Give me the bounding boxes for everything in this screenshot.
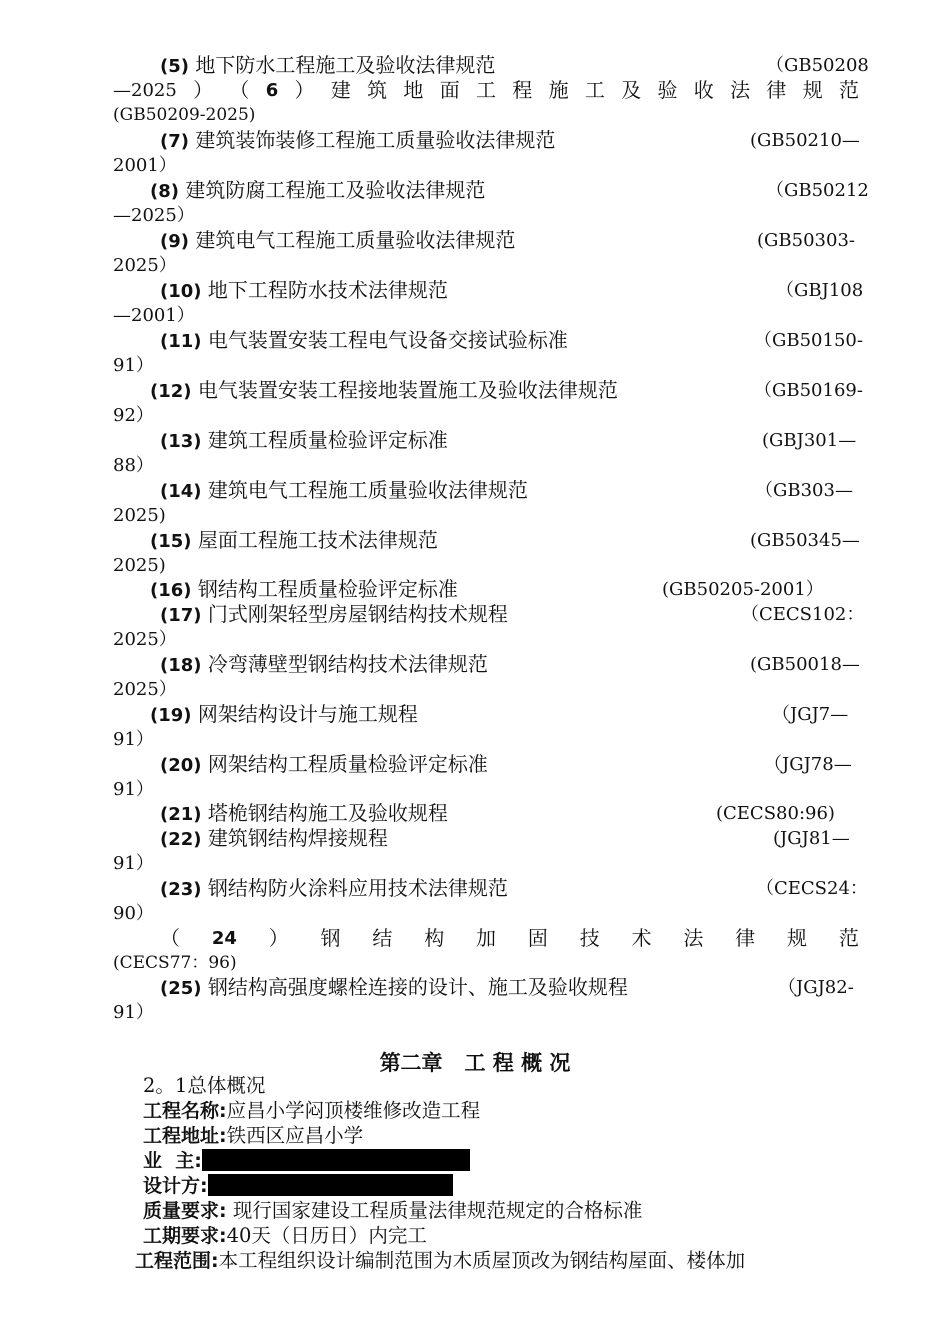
title-char: 法 [730,78,751,102]
item-number: (21) [160,804,202,825]
standard-line-18 [160,652,488,677]
standard-line-17 [160,602,508,627]
project-name-row [143,1098,480,1123]
scope-label: 工程范围: [135,1250,219,1272]
standard-line-6 [113,78,859,103]
item-number: (23) [160,879,202,900]
standard-code-11: （GB50150- [754,330,863,351]
item-title: 地下工程防水技术法律规范 [207,278,448,302]
title-char: 规 [802,78,823,102]
period-label: 工期要求: [143,1225,227,1247]
item-number: (8) [150,181,179,202]
project-name-label: 工程名称: [143,1100,227,1122]
standard-code-18: (GB50018— [750,654,860,675]
owner-label: 业 主: [143,1150,202,1172]
title-char: 地 [403,78,424,102]
paren: ） [193,78,214,102]
item-title: 门式刚架轻型房屋钢结构技术规程 [207,602,508,626]
item-title: 网架结构工程质量检验评定标准 [207,752,488,776]
item-number: (12) [150,381,192,402]
standard-code-23: （CECS24： [756,878,868,899]
standard-line-8 [150,178,485,203]
scope-value: 本工程组织设计编制范围为木质屋顶改为钢结构屋面、楼体加 [218,1249,746,1272]
paren: （ [160,926,180,950]
standard-line-22 [160,826,388,851]
standard-code-22: (JGJ81— [773,828,850,849]
quality-row [143,1198,642,1223]
standard-line-12 [150,378,618,403]
item-title: 建筑电气工程施工质量验收法律规范 [195,228,516,252]
standard-code-9: (GB50303- [757,230,855,251]
title-char: 术 [631,926,652,950]
designer-label: 设计方: [143,1175,208,1197]
item-number: (18) [160,655,202,676]
standard-line-13 [160,428,448,453]
paren: ） [294,78,315,102]
item-number: (17) [160,605,202,626]
standard-code-25-cont: 91） [113,1002,154,1023]
standard-code-20-cont: 91） [113,779,154,800]
quality-value: 现行国家建设工程质量法律规范规定的合格标准 [232,1199,643,1222]
standard-line-20 [160,752,488,777]
standard-code-19: （JGJ7— [772,704,849,725]
item-title: 建筑钢结构焊接规程 [207,826,388,850]
item-number: (20) [160,755,202,776]
title-char: 加 [476,926,497,950]
owner-redacted [202,1149,470,1171]
item-number: 24 [211,928,237,949]
standard-code-10: （GBJ108 [776,280,864,301]
item-number: (7) [160,131,189,152]
standard-code-16: (GB50205-2001） [662,579,824,600]
title-char: 面 [439,78,460,102]
standard-code-25: （JGJ82- [778,977,854,998]
title-char: 技 [579,926,600,950]
standard-code-15-cont: 2025) [113,555,166,576]
item-title: 电气装置安装工程接地装置施工及验收法律规范 [197,378,618,402]
designer-redacted [208,1174,453,1196]
standard-code-23-cont: 90） [113,903,154,924]
item-number: (15) [150,531,192,552]
project-name-value: 应昌小学闷顶楼维修改造工程 [226,1099,481,1122]
standard-line-23 [160,876,508,901]
item-title: 电气装置安装工程电气设备交接试验标准 [207,328,568,352]
paren: ） [268,926,289,950]
standard-code-20: （JGJ78— [764,754,852,775]
title-char: 工 [584,78,605,102]
standard-line-14 [160,478,528,503]
standard-line-9 [160,228,515,253]
item-title: 建筑防腐工程施工及验收法律规范 [185,178,486,202]
item-title: 建筑装饰装修工程施工质量验收法律规范 [195,128,556,152]
standard-line-10 [160,278,448,303]
standard-code-7-cont: 2001） [113,155,177,176]
standard-line-25 [160,975,628,1000]
item-title: 钢结构工程质量检验评定标准 [197,577,458,601]
standard-code-21: (CECS80:96) [716,803,835,824]
paren: （ [229,78,250,102]
standard-code-9-cont: 2025） [113,255,177,276]
title-char: 钢 [320,926,341,950]
title-char: 固 [527,926,548,950]
designer-row [143,1173,453,1198]
standard-line-19 [150,702,418,727]
standard-code-6: (GB50209-2025) [113,105,256,125]
standard-code-24: (CECS77：96) [113,953,237,973]
title-char: 范 [838,78,859,102]
title-char: 收 [693,78,714,102]
item-number: (5) [160,56,189,77]
standard-code-13-cont: 88） [113,455,154,476]
item-number: (14) [160,481,202,502]
standard-code-11-cont: 91） [113,355,154,376]
project-address-label: 工程地址: [143,1125,227,1147]
standard-code-10-cont: —2001） [113,305,195,326]
item-number: 6 [265,80,279,101]
title-char: 范 [838,926,859,950]
item-title: 钢结构防火涂料应用技术法律规范 [207,876,508,900]
item-title: 建筑电气工程施工质量验收法律规范 [207,478,528,502]
standard-code-7: (GB50210— [750,130,860,151]
title-char: 建 [330,78,351,102]
item-number: (11) [160,331,202,352]
standard-code-18-cont: 2025） [113,679,177,700]
standard-line-15 [150,528,438,553]
title-char: 筑 [367,78,388,102]
standard-code-17-cont: 2025） [113,629,177,650]
standard-line-7 [160,128,555,153]
quality-label: 质量要求: [143,1200,227,1222]
project-address-value: 铁西区应昌小学 [226,1124,364,1147]
standard-code-12: （GB50169- [754,380,863,401]
item-number: (19) [150,705,192,726]
item-number: (22) [160,829,202,850]
chapter-title: 第二章 工 程 概 况 [379,1051,571,1075]
item-title: 建筑工程质量检验评定标准 [207,428,448,452]
standard-line-21 [160,801,448,826]
item-title: 地下防水工程施工及验收法律规范 [195,53,496,77]
title-char: 律 [766,78,787,102]
section-heading: 2。1总体概况 [143,1074,266,1097]
standard-code-13: (GBJ301— [762,430,857,451]
standard-code-12-cont: 92） [113,405,154,426]
standard-code-8: （GB50212 [766,180,869,201]
item-title: 塔桅钢结构施工及验收规程 [207,801,448,825]
title-char: 构 [424,926,445,950]
item-number: (9) [160,231,189,252]
item-number: (16) [150,580,192,601]
title-char: 规 [787,926,807,950]
title-char: 程 [512,78,533,102]
scope-row [135,1248,745,1273]
title-char: 工 [476,78,497,102]
standard-code-14-cont: 2025) [113,505,166,526]
project-address-row [143,1123,363,1148]
item-number: (13) [160,431,202,452]
standard-code-15: (GB50345— [750,530,860,551]
standard-line-24 [160,926,859,951]
title-char: 施 [548,78,569,102]
title-char: 结 [372,926,393,950]
item-title: 钢结构高强度螺栓连接的设计、施工及验收规程 [207,975,628,999]
owner-row [143,1148,470,1173]
title-char: 法 [683,926,704,950]
code-continuation: —2025 [113,80,177,101]
item-number: (25) [160,978,202,999]
standard-code-22-cont: 91） [113,853,154,874]
item-number: (10) [160,281,202,302]
standard-code-14: （GB303— [755,480,853,501]
item-title: 网架结构设计与施工规程 [197,702,418,726]
item-title: 屋面工程施工技术法律规范 [197,528,438,552]
standard-code-19-cont: 91） [113,729,154,750]
standard-line-11 [160,328,568,353]
standard-code-5: （GB50208 [766,55,869,76]
title-char: 及 [621,78,642,102]
standard-code-17: （CECS102： [741,604,865,625]
period-row [143,1223,427,1248]
title-char: 律 [735,926,756,950]
period-value: 40天（日历日）内完工 [226,1224,427,1247]
standard-line-5 [160,53,495,78]
standard-code-8-cont: —2025） [113,205,195,226]
title-char: 验 [657,78,678,102]
standard-line-16 [150,577,458,602]
item-title: 冷弯薄壁型钢结构技术法律规范 [207,652,488,676]
